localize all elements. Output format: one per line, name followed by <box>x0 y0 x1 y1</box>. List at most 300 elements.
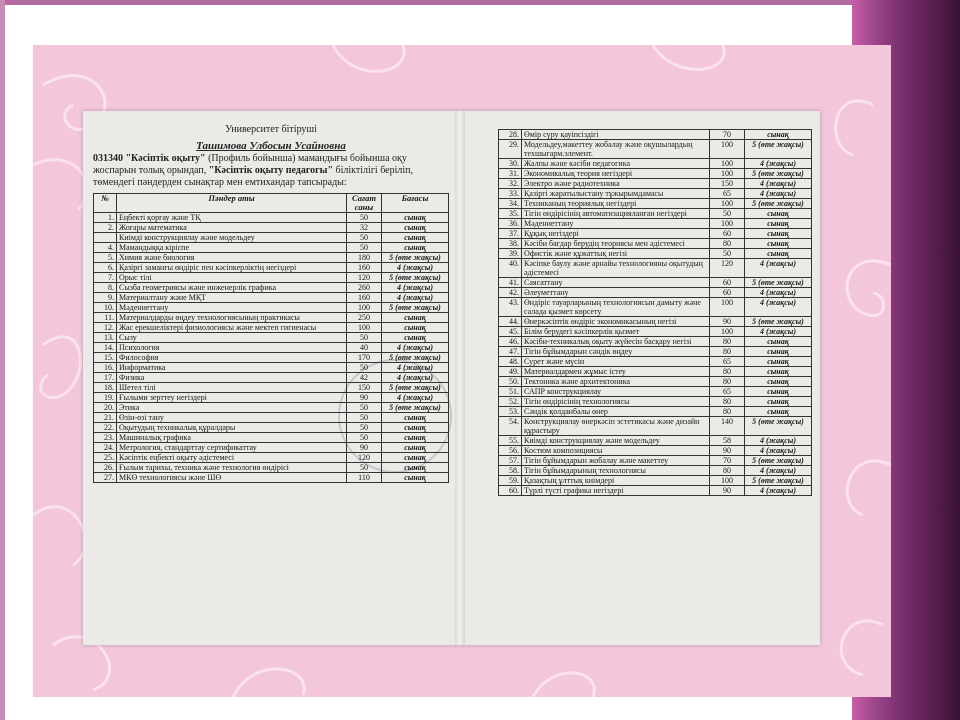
subject-name: Офистік және құжаттық негізі <box>522 249 710 259</box>
table-row <box>499 446 812 456</box>
document-header <box>93 124 449 189</box>
row-number: 30. <box>499 159 522 169</box>
row-number: 57. <box>499 456 522 466</box>
table-row <box>94 223 449 233</box>
col-hours: Сағат саны <box>347 194 382 213</box>
hours-value: 50 <box>347 403 382 413</box>
grade-value: сынақ <box>745 407 812 417</box>
table-row <box>499 456 812 466</box>
row-number: 20. <box>94 403 117 413</box>
subject-name: Оқытудың техникалық құралдары <box>117 423 347 433</box>
subject-name: Модельдеу,макеттеу жобалау және оқушылардың техшығарм.элемент. <box>522 140 710 159</box>
row-number: 59. <box>499 476 522 486</box>
grade-value: сынақ <box>382 443 449 453</box>
grade-value: 5 (өте жақсы) <box>382 303 449 313</box>
row-number: 16. <box>94 363 117 373</box>
table-row <box>94 453 449 463</box>
subject-name: Кәсіби-техникалық оқыту жүйесін басқару негізі <box>522 337 710 347</box>
intro-code: 031340 "Кәсіптік оқыту" <box>93 153 206 164</box>
row-number: 54. <box>499 417 522 436</box>
subject-name: Техниканың теориялық негіздері <box>522 199 710 209</box>
table-row <box>94 333 449 343</box>
row-number: 19. <box>94 393 117 403</box>
subject-name: Мамандыққа кіріспе <box>117 243 347 253</box>
table-row <box>94 233 449 243</box>
table-row <box>499 476 812 486</box>
table-row <box>499 327 812 337</box>
subject-name: Қазіргі заманғы өндіріс пен кәсіпкерліктің негіздері <box>117 263 347 273</box>
subject-name: Мәдениеттану <box>117 303 347 313</box>
table-row <box>499 189 812 199</box>
subject-name: Өндіріс тауарларының технологиясын дамыту және салада қызмет көрсету <box>522 298 710 317</box>
hours-value: 40 <box>347 343 382 353</box>
hours-value: 50 <box>347 433 382 443</box>
intro-text: (Профиль бойынша) мамандығы бойынша оқу жоспарын толық орындап, <box>93 153 407 176</box>
row-number: 28. <box>499 130 522 140</box>
hours-value: 170 <box>347 353 382 363</box>
hours-value: 90 <box>347 393 382 403</box>
hours-value: 160 <box>347 263 382 273</box>
grades-table-left <box>93 193 449 483</box>
hours-value: 80 <box>710 397 745 407</box>
subject-name: Жас ерекшеліктері физиологиясы және мектеп гигиенасы <box>117 323 347 333</box>
table-row <box>499 387 812 397</box>
subject-name: Әлеуметтану <box>522 288 710 298</box>
row-number: 22. <box>94 423 117 433</box>
table-row <box>94 363 449 373</box>
grade-value: сынақ <box>745 239 812 249</box>
hours-value: 70 <box>710 456 745 466</box>
table-row <box>499 140 812 159</box>
row-number: 51. <box>499 387 522 397</box>
page-fold <box>455 111 465 645</box>
hours-value: 65 <box>710 189 745 199</box>
grade-value: 4 (жақсы) <box>382 373 449 383</box>
subject-name: Өзін-өзі тану <box>117 413 347 423</box>
row-number: 17. <box>94 373 117 383</box>
grade-value: сынақ <box>382 233 449 243</box>
table-row <box>94 263 449 273</box>
grade-value: 4 (жақсы) <box>382 343 449 353</box>
grade-value: 5 (өте жақсы) <box>382 383 449 393</box>
hours-value: 180 <box>347 253 382 263</box>
row-number: 33. <box>499 189 522 199</box>
row-number: 34. <box>499 199 522 209</box>
row-number: 4. <box>94 243 117 253</box>
row-number: 26. <box>94 463 117 473</box>
table-row <box>94 213 449 223</box>
grade-value: сынақ <box>745 249 812 259</box>
subject-name: Конструкциялау өнеркәсіп эстетикасы және дизайн құрастыру <box>522 417 710 436</box>
grade-value: 4 (жақсы) <box>745 446 812 456</box>
intro-paragraph <box>93 153 449 189</box>
table-row <box>94 443 449 453</box>
subject-name: Тігін өндірісінің технологиясы <box>522 397 710 407</box>
row-number: 47. <box>499 347 522 357</box>
col-subject: Пәндер аты <box>117 194 347 213</box>
hours-value: 80 <box>710 337 745 347</box>
subject-name: Өнеркәсіптік өндіріс экономикасының негізі <box>522 317 710 327</box>
grade-value: 4 (жақсы) <box>745 259 812 278</box>
grade-value: сынақ <box>745 367 812 377</box>
hours-value: 250 <box>347 313 382 323</box>
hours-value: 90 <box>710 317 745 327</box>
table-row <box>94 283 449 293</box>
table-row <box>499 317 812 327</box>
subject-name: Этика <box>117 403 347 413</box>
grade-value: 4 (жақсы) <box>382 283 449 293</box>
hours-value: 100 <box>710 199 745 209</box>
subject-name: Ғылым тарихы, техника және технология өндірісі <box>117 463 347 473</box>
grade-value: 4 (жақсы) <box>382 293 449 303</box>
hours-value: 100 <box>347 323 382 333</box>
subject-name: Тігін бұйымдарын сәндік өңдеу <box>522 347 710 357</box>
grade-value: сынақ <box>382 463 449 473</box>
row-number: 37. <box>499 229 522 239</box>
table-row <box>499 199 812 209</box>
subject-name: Метрология, стандарттау сертификаттау <box>117 443 347 453</box>
row-number <box>94 233 117 243</box>
grade-value: 4 (жақсы) <box>745 288 812 298</box>
table-row <box>94 403 449 413</box>
grade-value: сынақ <box>745 337 812 347</box>
row-number: 45. <box>499 327 522 337</box>
intro-end: біліктілігі беріліп, төмендегі пәндерден сынақтар мен емтихандар тапсырады: <box>93 165 413 188</box>
subject-name: Тігін өндірісінің автоматизацияланған негіздері <box>522 209 710 219</box>
table-row <box>499 229 812 239</box>
subject-name: Философия <box>117 353 347 363</box>
grade-value: 5 (өте жақсы) <box>382 253 449 263</box>
subject-name: Орыс тілі <box>117 273 347 283</box>
grade-value: сынақ <box>745 229 812 239</box>
table-row <box>94 313 449 323</box>
grade-value: сынақ <box>745 347 812 357</box>
hours-value: 100 <box>710 327 745 337</box>
hours-value: 100 <box>347 303 382 313</box>
subject-name: Тігін бұйымдарының технологиясы <box>522 466 710 476</box>
intro-qualification: "Кәсіптік оқыту педагогы" <box>208 165 334 176</box>
col-num: № <box>94 194 117 213</box>
subject-name: МКӨ технологиясы және ШӨ <box>117 473 347 483</box>
table-row <box>94 353 449 363</box>
subject-name: Материалтану және МҚТ <box>117 293 347 303</box>
hours-value: 80 <box>710 367 745 377</box>
grade-value: 5 (өте жақсы) <box>745 278 812 288</box>
subject-name: Кәсіпке баулу және арнайы технологияны оқытудың әдістемесі <box>522 259 710 278</box>
row-number: 8. <box>94 283 117 293</box>
table-row <box>94 463 449 473</box>
row-number: 50. <box>499 377 522 387</box>
row-number: 10. <box>94 303 117 313</box>
col-grade: Бағасы <box>382 194 449 213</box>
row-number: 48. <box>499 357 522 367</box>
subject-name: Тектоника және архитектоника <box>522 377 710 387</box>
row-number: 46. <box>499 337 522 347</box>
hours-value: 42 <box>347 373 382 383</box>
hours-value: 50 <box>347 413 382 423</box>
hours-value: 80 <box>710 377 745 387</box>
hours-value: 100 <box>710 298 745 317</box>
row-number: 44. <box>499 317 522 327</box>
row-number: 11. <box>94 313 117 323</box>
row-number: 7. <box>94 273 117 283</box>
subject-name: Сурет және мүсін <box>522 357 710 367</box>
table-row <box>499 367 812 377</box>
table-row <box>499 130 812 140</box>
subject-name: Машиналық графика <box>117 433 347 443</box>
hours-value: 120 <box>347 273 382 283</box>
hours-value: 80 <box>710 466 745 476</box>
table-row <box>499 179 812 189</box>
grade-value: сынақ <box>745 209 812 219</box>
table-row <box>499 486 812 496</box>
table-row <box>499 466 812 476</box>
table-row <box>94 343 449 353</box>
grade-value: 4 (жақсы) <box>745 466 812 476</box>
grade-value: 4 (жақсы) <box>745 327 812 337</box>
table-row <box>94 383 449 393</box>
row-number: 13. <box>94 333 117 343</box>
subject-name: Сызба геометриясы және инженерлік графика <box>117 283 347 293</box>
table-row <box>499 278 812 288</box>
hours-value: 150 <box>710 179 745 189</box>
grade-value: 4 (жақсы) <box>382 263 449 273</box>
table-row <box>499 288 812 298</box>
hours-value: 90 <box>347 443 382 453</box>
document-left-page <box>93 123 449 483</box>
row-number: 12. <box>94 323 117 333</box>
row-number: 15. <box>94 353 117 363</box>
subject-name: Кәсіби бағдар берудің теориясы мен әдістемесі <box>522 239 710 249</box>
grade-value: 5 (өте жақсы) <box>745 456 812 466</box>
table-row <box>499 377 812 387</box>
row-number: 24. <box>94 443 117 453</box>
grade-value: сынақ <box>382 473 449 483</box>
hours-value: 50 <box>710 249 745 259</box>
hours-value: 160 <box>347 293 382 303</box>
hours-value: 50 <box>347 213 382 223</box>
grade-value: 4 (жақсы) <box>382 393 449 403</box>
grade-value: 4 (жақсы) <box>745 159 812 169</box>
table-row <box>94 253 449 263</box>
grade-value: сынақ <box>745 357 812 367</box>
student-name: Ташимова Улбосын Усайновна <box>196 140 346 152</box>
subject-name: Кәсіптік еңбекті оқыту әдістемесі <box>117 453 347 463</box>
grades-table-right <box>498 129 812 496</box>
row-number: 23. <box>94 433 117 443</box>
grade-value: 5 (өте жақсы) <box>745 199 812 209</box>
subject-name: Қазақтың ұлттық киімдері <box>522 476 710 486</box>
table-row <box>499 337 812 347</box>
table-row <box>499 169 812 179</box>
row-number: 58. <box>499 466 522 476</box>
subject-name: САПР конструкциялау <box>522 387 710 397</box>
subject-name: Материалдарды өңдеу технологиясының практикасы <box>117 313 347 323</box>
grade-value: сынақ <box>382 453 449 463</box>
subject-name: Білім берудегі кәсіпкерлік қызмет <box>522 327 710 337</box>
table-row <box>499 357 812 367</box>
table-row <box>499 417 812 436</box>
row-number: 38. <box>499 239 522 249</box>
row-number: 53. <box>499 407 522 417</box>
subject-name: Материалдармен жұмыс істеу <box>522 367 710 377</box>
hours-value: 150 <box>347 383 382 393</box>
hours-value: 60 <box>710 229 745 239</box>
hours-value: 65 <box>710 387 745 397</box>
subject-name: Сәндік қолданбалы өнер <box>522 407 710 417</box>
row-number: 41. <box>499 278 522 288</box>
hours-value: 32 <box>347 223 382 233</box>
hours-value: 50 <box>347 363 382 373</box>
hours-value: 100 <box>710 219 745 229</box>
subject-name: Түрлі түсті графика негіздері <box>522 486 710 496</box>
table-row <box>499 407 812 417</box>
table-row <box>94 273 449 283</box>
row-number: 40. <box>499 259 522 278</box>
hours-value: 80 <box>710 407 745 417</box>
hours-value: 140 <box>710 417 745 436</box>
row-number: 18. <box>94 383 117 393</box>
grade-value: сынақ <box>382 243 449 253</box>
hours-value: 50 <box>347 463 382 473</box>
hours-value: 100 <box>710 476 745 486</box>
row-number: 32. <box>499 179 522 189</box>
row-number: 25. <box>94 453 117 463</box>
hours-value: 100 <box>710 140 745 159</box>
grade-value: сынақ <box>382 213 449 223</box>
table-row <box>499 397 812 407</box>
subject-name: Өмір сүру қауіпсіздігі <box>522 130 710 140</box>
subject-name: Құқық негіздері <box>522 229 710 239</box>
grade-value: сынақ <box>745 397 812 407</box>
hours-value: 100 <box>710 159 745 169</box>
subject-name: Еңбекті қорғау және ТҚ <box>117 213 347 223</box>
subject-name: Электро және радиотехника <box>522 179 710 189</box>
hours-value: 60 <box>710 288 745 298</box>
subject-name: Химия және биология <box>117 253 347 263</box>
subject-name: Информатика <box>117 363 347 373</box>
hours-value: 50 <box>347 333 382 343</box>
subject-name: Физика <box>117 373 347 383</box>
subject-name: Саясаттану <box>522 278 710 288</box>
row-number: 6. <box>94 263 117 273</box>
grade-value: 5 (өте жақсы) <box>745 476 812 486</box>
subject-name: Киімді конструкциялау және модельдеу <box>117 233 347 243</box>
grade-value: сынақ <box>382 323 449 333</box>
hours-value: 65 <box>710 357 745 367</box>
hours-value: 50 <box>347 423 382 433</box>
row-number: 21. <box>94 413 117 423</box>
table-row <box>94 413 449 423</box>
grade-value: 5 (өте жақсы) <box>745 140 812 159</box>
row-number: 14. <box>94 343 117 353</box>
grade-value: 5 (өте жақсы) <box>382 353 449 363</box>
row-number: 55. <box>499 436 522 446</box>
table-row <box>94 393 449 403</box>
subject-name: Шетел тілі <box>117 383 347 393</box>
row-number: 5. <box>94 253 117 263</box>
hours-value: 90 <box>710 486 745 496</box>
subject-name: Қазіргі жаратылыстану тұжырымдамасы <box>522 189 710 199</box>
scanned-document <box>83 111 820 645</box>
table-row <box>94 423 449 433</box>
hours-value: 58 <box>710 436 745 446</box>
hours-value: 60 <box>710 278 745 288</box>
grade-value: 4 (жақсы) <box>745 179 812 189</box>
hours-value: 80 <box>710 239 745 249</box>
table-row <box>94 323 449 333</box>
grade-value: сынақ <box>745 377 812 387</box>
grade-value: 4 (жақсы) <box>745 486 812 496</box>
row-number: 56. <box>499 446 522 456</box>
table-row <box>499 298 812 317</box>
grade-value: сынақ <box>382 423 449 433</box>
subject-name: Костюм композициясы <box>522 446 710 456</box>
row-number: 27. <box>94 473 117 483</box>
row-number: 49. <box>499 367 522 377</box>
grade-value: сынақ <box>382 433 449 443</box>
table-row <box>94 293 449 303</box>
grade-value: сынақ <box>382 333 449 343</box>
row-number: 36. <box>499 219 522 229</box>
table-row <box>499 159 812 169</box>
subject-name: Ғылыми зерттеу негіздері <box>117 393 347 403</box>
hours-value: 120 <box>710 259 745 278</box>
grade-value: сынақ <box>382 313 449 323</box>
table-row <box>499 209 812 219</box>
grade-value: сынақ <box>745 130 812 140</box>
subject-name: Мәдениеттану <box>522 219 710 229</box>
row-number: 29. <box>499 140 522 159</box>
grade-value: 5 (өте жақсы) <box>745 169 812 179</box>
hours-value: 100 <box>710 169 745 179</box>
grade-value: сынақ <box>382 413 449 423</box>
hours-value: 260 <box>347 283 382 293</box>
hours-value: 80 <box>710 347 745 357</box>
subject-name: Жалпы және кәсіби педагогика <box>522 159 710 169</box>
grade-value: 4 (жақсы) <box>745 189 812 199</box>
subject-name: Жоғары математика <box>117 223 347 233</box>
row-number: 31. <box>499 169 522 179</box>
row-number: 52. <box>499 397 522 407</box>
table-row <box>499 347 812 357</box>
grade-value: 5 (өте жақсы) <box>745 417 812 436</box>
table-row <box>499 239 812 249</box>
university-line: Университет бітіруші <box>225 124 317 135</box>
table-row <box>94 243 449 253</box>
grade-value: 4 (жақсы) <box>745 298 812 317</box>
table-row <box>499 219 812 229</box>
grade-value: 4 (жақсы) <box>382 363 449 373</box>
hours-value: 50 <box>710 209 745 219</box>
subject-name: Тігін бұйымдарын жобалау және макеттеу <box>522 456 710 466</box>
grade-value: 4 (жақсы) <box>745 436 812 446</box>
hours-value: 90 <box>710 446 745 456</box>
table-header-row <box>94 194 449 213</box>
table-row <box>94 303 449 313</box>
table-row <box>94 433 449 443</box>
hours-value: 70 <box>710 130 745 140</box>
row-number: 9. <box>94 293 117 303</box>
row-number: 1. <box>94 213 117 223</box>
subject-name: Сызу <box>117 333 347 343</box>
row-number: 35. <box>499 209 522 219</box>
document-right-page <box>498 129 812 496</box>
grade-value: 5 (өте жақсы) <box>745 317 812 327</box>
subject-name: Киімді конструкциялау және модельдеу <box>522 436 710 446</box>
row-number: 60. <box>499 486 522 496</box>
table-row <box>499 436 812 446</box>
